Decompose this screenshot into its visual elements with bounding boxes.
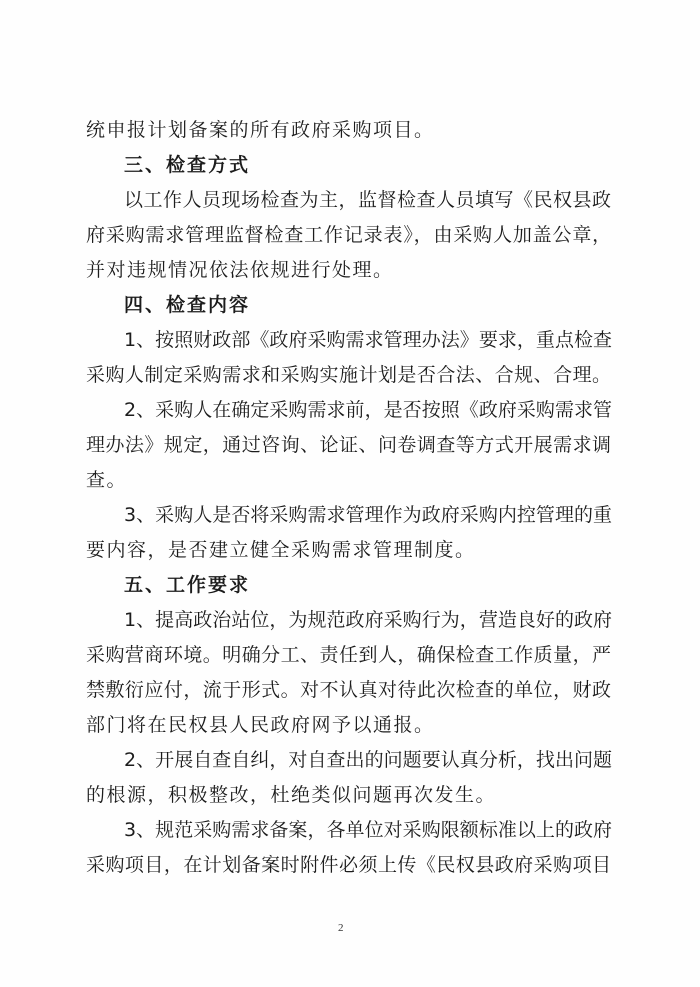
paragraph-line: 并对违规情况依法依规进行处理。 bbox=[86, 259, 394, 281]
paragraph-line: 1、提高政治站位，为规范政府采购行为，营造良好的政府 bbox=[124, 609, 613, 631]
paragraph-line: 要内容，是否建立健全采购需求管理制度。 bbox=[86, 539, 476, 561]
paragraph-line: 2、开展自查自纠，对自查出的问题要认真分析，找出问题 bbox=[124, 749, 613, 771]
paragraph-line: 查。 bbox=[86, 469, 128, 491]
paragraph-line: 统申报计划备案的所有政府采购项目。 bbox=[86, 119, 435, 141]
paragraph-line: 采购人制定采购需求和采购实施计划是否合法、合规、合理。 bbox=[86, 364, 612, 386]
paragraph-line: 采购项目，在计划备案时附件必须上传《民权县政府采购项目 bbox=[86, 854, 612, 876]
paragraph-line: 3、采购人是否将采购需求管理作为政府采购内控管理的重 bbox=[124, 504, 613, 526]
paragraph-line: 以工作人员现场检查为主，监督检查人员填写《民权县政 bbox=[124, 189, 612, 211]
paragraph-line: 2、采购人在确定采购需求前，是否按照《政府采购需求管 bbox=[124, 399, 613, 421]
paragraph-line: 理办法》规定，通过咨询、论证、问卷调查等方式开展需求调 bbox=[86, 434, 612, 456]
section-heading-method: 三、检查方式 bbox=[124, 154, 251, 176]
paragraph-line: 的根源，积极整改，杜绝类似问题再次发生。 bbox=[86, 784, 497, 806]
page-number: 2 bbox=[338, 922, 344, 934]
paragraph-line: 采购营商环境。明确分工、责任到人，确保检查工作质量，严 bbox=[86, 644, 612, 666]
paragraph-line: 1、按照财政部《政府采购需求管理办法》要求，重点检查 bbox=[124, 329, 613, 351]
paragraph-line: 府采购需求管理监督检查工作记录表》，由采购人加盖公章， bbox=[86, 224, 613, 246]
section-heading-content: 四、检查内容 bbox=[124, 294, 251, 316]
paragraph-line: 3、规范采购需求备案，各单位对采购限额标准以上的政府 bbox=[124, 819, 613, 841]
paragraph-line: 禁敷衍应付，流于形式。对不认真对待此次检查的单位，财政 bbox=[86, 679, 612, 701]
paragraph-line: 部门将在民权县人民政府网予以通报。 bbox=[86, 714, 435, 736]
section-heading-requirements: 五、工作要求 bbox=[124, 574, 251, 596]
